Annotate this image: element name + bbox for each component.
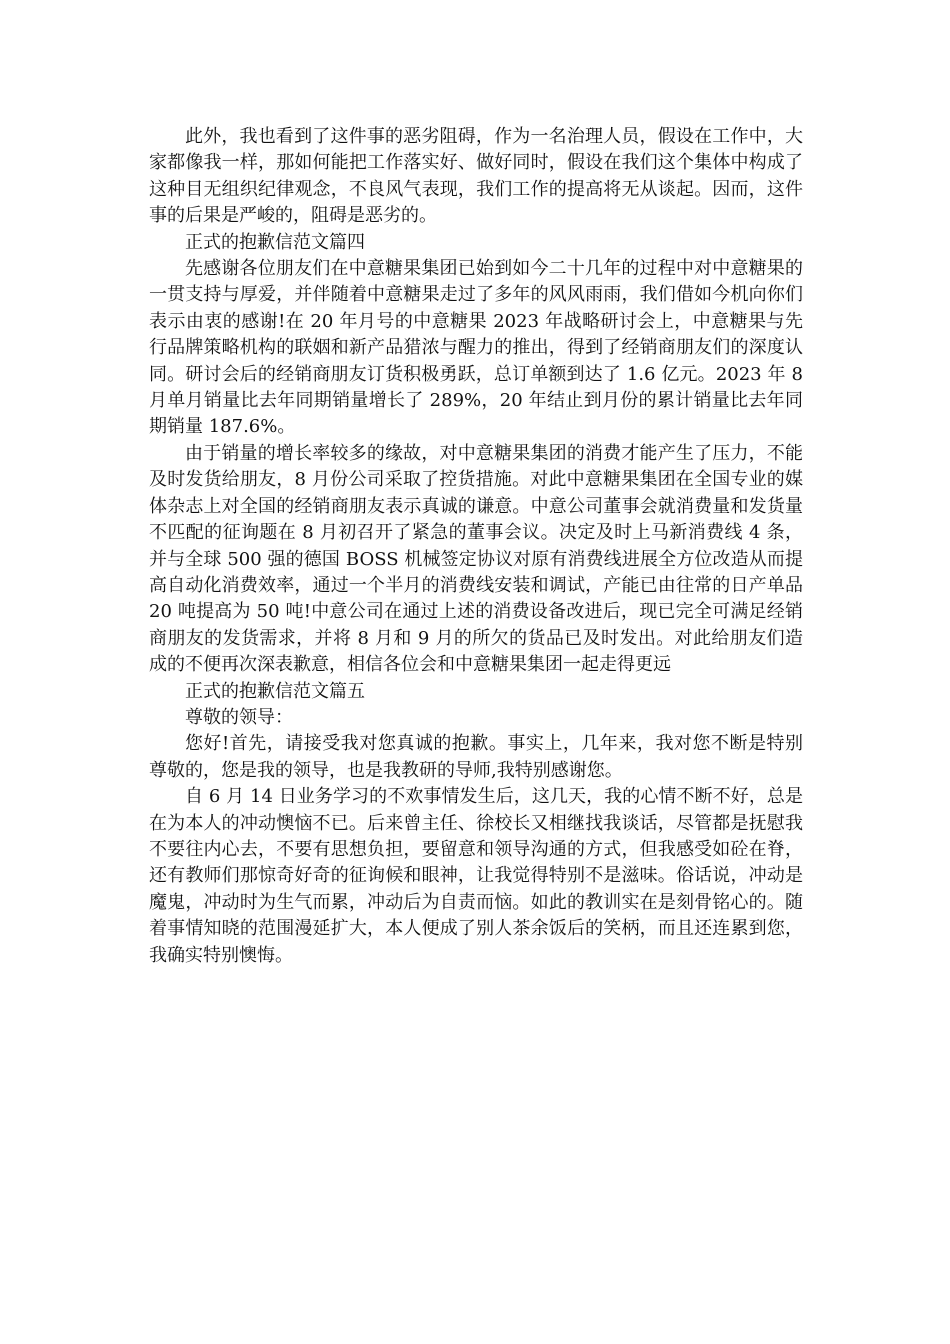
document-page [149, 124, 803, 969]
paragraph-production: 由于销量的增长率较多的缘故，对中意糖果集团的消费才能产生了压力，不能及时发货给朋友，8 月份公司采取了控货措施。对此中意糖果集团在全国专业的媒体杂志上对全国的经销商朋友表示真诚的谦意。中意公司董事会就消费量和发货量不匹配的征询题在 8 月初召开了紧急的董事会议。决定及时上马新消费线 4 条，并与全球 500 强的德国 BOSS 机械签定协议对原有消费线进展全方位改造从而提高自动化消费效率，通过一个半月的消费线安装和调试，产能已由往常的日产单品 20 吨提高为 50 吨!中意公司在通过上述的消费设备改进后，现已完全可满足经销商朋友的发货需求，并将 8 月和 9 月的所欠的货品已及时发出。对此给朋友们造成的不便再次深表歉意，相信各位会和中意糖果集团一起走得更远 [149, 442, 803, 676]
paragraph-thanks: 先感谢各位朋友们在中意糖果集团已始到如今二十几年的过程中对中意糖果的一贯支持与厚爱，并伴随着中意糖果走过了多年的风风雨雨，我们借如今机向你们表示由衷的感谢!在 20 年月号的中意糖果 2023 年战略研讨会上，中意糖果与先行品牌策略机构的联姻和新产品猎浓与醒力的推出，得到了经销商朋友们的深度认同。研讨会后的经销商朋友订货积极勇跃，总订单额到达了 1.6 亿元。2023 年 8 月单月销量比去年同期销量增长了 289%，20 年结止到月份的累计销量比去年同期销量 187.6%。 [149, 258, 803, 438]
paragraph-incident: 自 6 月 14 日业务学习的不欢事情发生后，这几天，我的心情不断不好，总是在为本人的冲动懊恼不已。后来曾主任、徐校长又相继找我谈话，尽管都是抚慰我不要往内心去，不要有思想负担，要留意和领导沟通的方式，但我感受如砼在脊，还有教师们那惊奇好奇的征询候和眼神，让我觉得特别不是滋味。俗话说，冲动是魔鬼，冲动时为生气而累，冲动后为自责而恼。如此的教训实在是刻骨铭心的。随着事情知晓的范围漫延扩大，本人便成了别人茶余饭后的笑柄，而且还连累到您，我确实特别懊悔。 [149, 786, 803, 966]
section-heading-5: 正式的抱歉信范文篇五 [185, 680, 365, 702]
salutation: 尊敬的领导： [185, 706, 293, 728]
section-heading-4: 正式的抱歉信范文篇四 [185, 231, 365, 253]
paragraph-consequences: 此外，我也看到了这件事的恶劣阻碍，作为一名治理人员，假设在工作中，大家都像我一样，那如何能把工作落实好、做好同时，假设在我们这个集体中构成了这种目无组织纪律观念，不良风气表现，我们工作的提高将无从谈起。因而，这件事的后果是严峻的，阻碍是恶劣的。 [149, 126, 803, 227]
paragraph-apology: 您好!首先，请接受我对您真诚的抱歉。事实上，几年来，我对您不断是特别尊敬的，您是我的领导，也是我教研的导师,我特别感谢您。 [149, 733, 803, 781]
